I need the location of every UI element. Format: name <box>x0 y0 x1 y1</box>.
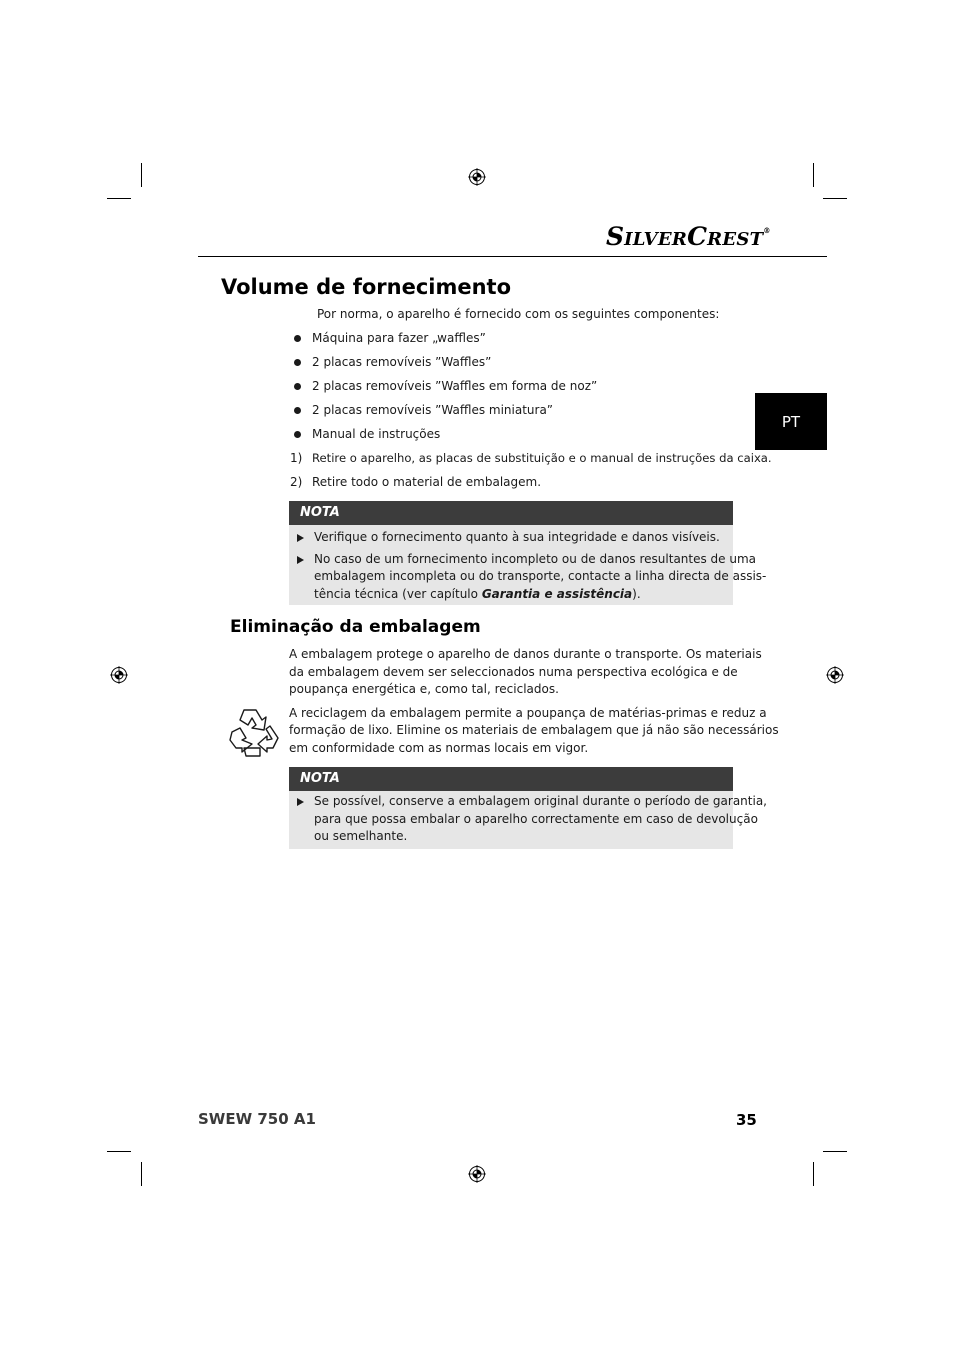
note-text: Verifique o fornecimento quanto à sua integridade e danos visíveis. <box>314 530 720 544</box>
crop-mark <box>141 1162 142 1186</box>
bullet-dot-icon <box>294 359 301 366</box>
crop-mark <box>107 198 131 199</box>
paragraph-line: A embalagem protege o aparelho de danos durante o transporte. Os materiais <box>289 647 762 661</box>
triangle-arrow-icon <box>297 534 304 542</box>
footer-model: SWEW 750 A1 <box>198 1110 316 1128</box>
registration-mark-icon <box>468 168 486 186</box>
note-box <box>289 767 767 849</box>
crop-mark <box>823 198 847 199</box>
note-text: embalagem incompleta ou do transporte, contacte a linha directa de assis- <box>314 569 767 583</box>
crop-mark <box>141 163 142 187</box>
paragraph-line: em conformidade com as normas locais em vigor. <box>289 741 589 755</box>
chapter-reference: Garantia e assistência <box>481 587 633 601</box>
paragraph-line: formação de lixo. Elimine os materiais de embalagem que já não são necessários <box>289 723 779 737</box>
crop-mark <box>813 163 814 187</box>
page-number: 35 <box>736 1111 757 1129</box>
note-heading: NOTA <box>300 771 340 786</box>
list-item: Máquina para fazer „waffles” <box>312 331 486 345</box>
language-tab <box>755 393 827 450</box>
list-item: Manual de instruções <box>312 427 441 441</box>
section-title-supply: Volume de fornecimento <box>221 275 512 299</box>
note-text: para que possa embalar o aparelho correctamente em caso de devolução <box>314 812 758 826</box>
list-item: 2 placas removíveis ”Waffles em forma de noz” <box>312 379 598 393</box>
note-box <box>289 501 767 605</box>
crop-mark <box>823 1151 847 1152</box>
paragraph-line: poupança energética e, como tal, reciclados. <box>289 682 559 696</box>
intro-text: Por norma, o aparelho é fornecido com os seguintes componentes: <box>317 307 720 321</box>
step-number: 1) <box>290 451 303 465</box>
note-text: tência técnica (ver capítulo Garantia e assistência). <box>314 587 641 601</box>
bullet-dot-icon <box>294 431 301 438</box>
bullet-dot-icon <box>294 407 301 414</box>
crop-mark <box>107 1151 131 1152</box>
bullet-dot-icon <box>294 383 301 390</box>
recycle-icon <box>226 706 284 762</box>
note-text: ou semelhante. <box>314 829 408 843</box>
crop-mark <box>813 1162 814 1186</box>
step-text: Retire todo o material de embalagem. <box>312 475 542 489</box>
note-text: Se possível, conserve a embalagem original durante o período de garantia, <box>314 794 767 808</box>
paragraph-line: A reciclagem da embalagem permite a poupança de matérias-primas e reduz a <box>289 706 767 720</box>
triangle-arrow-icon <box>297 556 304 564</box>
note-heading: NOTA <box>300 505 340 520</box>
brand-logo: SILVERCREST® <box>606 222 771 251</box>
step-text: Retire o aparelho, as placas de substituição e o manual de instruções da caixa. <box>312 451 772 465</box>
registration-mark-icon <box>110 666 128 684</box>
note-text: No caso de um fornecimento incompleto ou de danos resultantes de uma <box>314 552 757 566</box>
list-item: 2 placas removíveis ”Waffles” <box>312 355 492 369</box>
triangle-arrow-icon <box>297 798 304 806</box>
language-tab-label: PT <box>781 412 801 431</box>
step-number: 2) <box>290 475 303 489</box>
section-title-disposal: Eliminação da embalagem <box>230 617 481 637</box>
registration-mark-icon <box>826 666 844 684</box>
note-header <box>289 767 733 791</box>
list-item: 2 placas removíveis ”Waffles miniatura” <box>312 403 554 417</box>
header-rule <box>198 256 827 257</box>
bullet-dot-icon <box>294 335 301 342</box>
note-header <box>289 501 733 525</box>
paragraph-line: da embalagem devem ser seleccionados numa perspectiva ecológica e de <box>289 665 738 679</box>
registration-mark-icon <box>468 1165 486 1183</box>
